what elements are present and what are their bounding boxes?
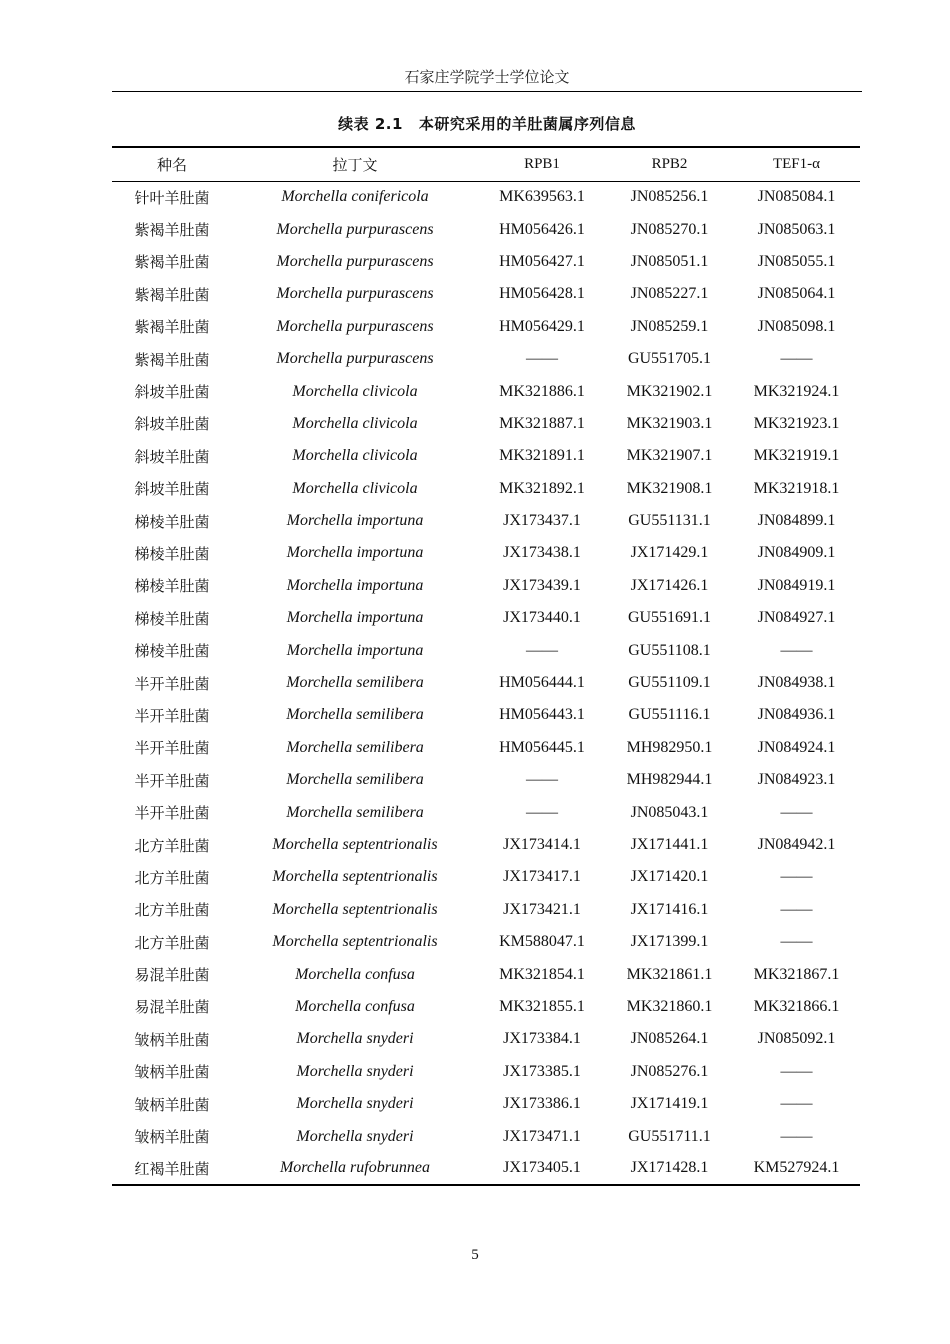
rpb1-cell: MK321891.1 xyxy=(499,447,585,465)
latin-name-cell: Morchella confusa xyxy=(295,997,415,1015)
latin-name-cell: Morchella snyderi xyxy=(296,1030,414,1048)
latin-name-cell: Morchella purpurascens xyxy=(276,350,434,368)
tef1-cell: —— xyxy=(780,1127,813,1145)
table-row xyxy=(112,602,860,634)
table-body xyxy=(112,181,860,1185)
rpb2-cell: JX171420.1 xyxy=(630,868,709,886)
tef1-cell: —— xyxy=(780,803,813,821)
rpb2-cell: JN085051.1 xyxy=(630,252,709,270)
latin-name-cell: Morchella purpurascens xyxy=(276,285,434,303)
rpb1-cell: HM056429.1 xyxy=(499,317,585,335)
table-row xyxy=(112,699,860,731)
species-cell: 易混羊肚菌 xyxy=(134,998,210,1017)
tef1-cell: —— xyxy=(780,1095,813,1113)
rpb1-cell: JX173439.1 xyxy=(503,576,581,594)
table-row xyxy=(112,1120,860,1152)
tef1-cell: JN084919.1 xyxy=(757,576,836,594)
table-row xyxy=(112,278,860,310)
latin-name-cell: Morchella confusa xyxy=(295,965,415,983)
rpb1-cell: HM056445.1 xyxy=(499,738,585,756)
species-cell: 北方羊肚菌 xyxy=(134,933,210,952)
species-cell: 半开羊肚菌 xyxy=(134,771,210,790)
tef1-cell: —— xyxy=(780,900,813,918)
rpb2-cell: GU551116.1 xyxy=(628,706,711,724)
latin-name-cell: Morchella semilibera xyxy=(286,771,424,789)
rpb2-cell: MK321907.1 xyxy=(626,447,713,465)
table-row xyxy=(112,634,860,666)
tef1-cell: MK321867.1 xyxy=(753,965,840,983)
rpb1-cell: MK321887.1 xyxy=(499,414,585,432)
table-row xyxy=(112,667,860,699)
latin-name-cell: Morchella semilibera xyxy=(286,674,424,692)
rpb2-cell: JN085256.1 xyxy=(630,188,709,206)
rpb1-cell: HM056427.1 xyxy=(499,252,585,270)
rpb2-cell: GU551705.1 xyxy=(627,350,712,368)
table-row xyxy=(112,894,860,926)
latin-name-cell: Morchella snyderi xyxy=(296,1095,414,1113)
table-row xyxy=(112,505,860,537)
species-cell: 梯棱羊肚菌 xyxy=(134,642,210,661)
species-cell: 半开羊肚菌 xyxy=(134,674,210,693)
latin-name-cell: Morchella importuna xyxy=(286,609,424,627)
rpb2-cell: GU551108.1 xyxy=(628,641,711,659)
table-row xyxy=(112,926,860,958)
rpb1-cell: MK321886.1 xyxy=(499,382,585,400)
rpb1-cell: HM056443.1 xyxy=(499,706,585,724)
rpb2-cell: JN085276.1 xyxy=(630,1062,709,1080)
tef1-cell: MK321923.1 xyxy=(753,414,840,432)
rpb1-cell: —— xyxy=(526,771,558,789)
species-cell: 紫褐羊肚菌 xyxy=(134,318,210,337)
species-cell: 紫褐羊肚菌 xyxy=(134,350,210,369)
header-rule xyxy=(112,91,862,92)
rpb1-cell: JX173417.1 xyxy=(503,868,581,886)
species-cell: 紫褐羊肚菌 xyxy=(134,285,210,304)
rpb1-cell: JX173384.1 xyxy=(503,1030,581,1048)
tef1-cell: JN085063.1 xyxy=(757,220,836,238)
rpb2-cell: MK321908.1 xyxy=(626,479,713,497)
table-row xyxy=(112,181,860,213)
rpb1-cell: JX173385.1 xyxy=(503,1062,581,1080)
running-header: 石家庄学院学士学位论文 xyxy=(404,68,570,86)
rpb1-cell: —— xyxy=(526,350,558,368)
species-cell: 北方羊肚菌 xyxy=(134,868,210,887)
rpb1-cell: JX173471.1 xyxy=(503,1127,581,1145)
latin-name-cell: Morchella semilibera xyxy=(286,706,424,724)
rpb2-cell: GU551109.1 xyxy=(628,674,711,692)
rpb1-cell: MK321854.1 xyxy=(499,965,585,983)
species-cell: 皱柄羊肚菌 xyxy=(134,1128,210,1147)
rpb2-cell: JN085227.1 xyxy=(630,285,709,303)
species-cell: 梯棱羊肚菌 xyxy=(134,609,210,628)
tef1-cell: JN084942.1 xyxy=(757,836,836,853)
table-row xyxy=(112,1153,860,1185)
rpb2-cell: JN085259.1 xyxy=(630,317,709,335)
rpb1-cell: HM056444.1 xyxy=(499,674,585,692)
table-row xyxy=(112,1023,860,1055)
table-title: 本研究采用的羊肚菌属序列信息 xyxy=(418,115,636,133)
rpb1-cell: HM056428.1 xyxy=(499,285,585,303)
rpb1-cell: MK321892.1 xyxy=(499,479,585,497)
species-cell: 针叶羊肚菌 xyxy=(134,188,210,207)
table-row xyxy=(112,1056,860,1088)
rpb2-cell: JX171419.1 xyxy=(630,1095,709,1113)
species-cell: 斜坡羊肚菌 xyxy=(134,480,210,499)
species-cell: 紫褐羊肚菌 xyxy=(134,253,210,272)
tef1-cell: —— xyxy=(780,868,813,886)
tef1-cell: JN085092.1 xyxy=(757,1030,836,1048)
rpb1-cell: —— xyxy=(526,641,558,659)
col-header-rpb2: RPB2 xyxy=(606,147,733,181)
species-cell: 半开羊肚菌 xyxy=(134,804,210,823)
rpb2-cell: GU551131.1 xyxy=(628,512,711,530)
species-cell: 梯棱羊肚菌 xyxy=(134,512,210,531)
latin-name-cell: Morchella clivicola xyxy=(292,447,418,465)
species-cell: 斜坡羊肚菌 xyxy=(134,383,210,402)
tef1-cell: —— xyxy=(780,933,813,951)
rpb2-cell: JX171441.1 xyxy=(630,836,709,853)
tef1-cell: JN085084.1 xyxy=(757,188,836,206)
latin-name-cell: Morchella rufobrunnea xyxy=(232,1153,478,1185)
rpb2-cell: MK321860.1 xyxy=(626,997,713,1015)
table-row xyxy=(112,213,860,245)
latin-name-cell: Morchella importuna xyxy=(286,641,424,659)
latin-name-cell: Morchella importuna xyxy=(286,576,424,594)
latin-name-cell: Morchella clivicola xyxy=(292,382,418,400)
rpb2-cell: JN085264.1 xyxy=(630,1030,709,1048)
table-row xyxy=(112,408,860,440)
rpb1-cell: HM056426.1 xyxy=(499,220,585,238)
latin-name-cell: Morchella septentrionalis xyxy=(272,933,438,951)
tef1-cell: JN085055.1 xyxy=(757,252,836,270)
tef1-cell: JN084938.1 xyxy=(757,674,836,692)
latin-name-cell: Morchella importuna xyxy=(286,512,424,530)
rpb2-cell: JX171416.1 xyxy=(630,900,709,918)
latin-name-cell: Morchella semilibera xyxy=(286,738,424,756)
rpb1-cell: JX173440.1 xyxy=(503,609,581,627)
rpb2-cell: MK321902.1 xyxy=(626,382,713,400)
tef1-cell: JN085098.1 xyxy=(757,317,836,335)
latin-name-cell: Morchella septentrionalis xyxy=(272,868,438,886)
table-row xyxy=(112,537,860,569)
species-cell: 梯棱羊肚菌 xyxy=(134,544,210,563)
rpb2-cell: GU551711.1 xyxy=(628,1127,711,1145)
latin-name-cell: Morchella snyderi xyxy=(296,1062,414,1080)
species-cell: 红褐羊肚菌 xyxy=(112,1153,232,1185)
tef1-cell: JN084936.1 xyxy=(757,706,836,724)
tef1-cell: JN084909.1 xyxy=(757,544,836,562)
latin-name-cell: Morchella septentrionalis xyxy=(272,900,438,918)
rpb1-cell: MK639563.1 xyxy=(499,188,585,206)
table-row xyxy=(112,829,860,861)
rpb2-cell: JX171428.1 xyxy=(606,1153,733,1185)
table-row xyxy=(112,861,860,893)
latin-name-cell: Morchella clivicola xyxy=(292,414,418,432)
species-cell: 紫褐羊肚菌 xyxy=(134,221,210,240)
rpb2-cell: JN085043.1 xyxy=(630,803,709,821)
rpb2-cell: MH982950.1 xyxy=(626,738,713,756)
species-cell: 斜坡羊肚菌 xyxy=(134,447,210,466)
rpb1-cell: —— xyxy=(526,803,558,821)
tef1-cell: JN084899.1 xyxy=(757,512,836,530)
rpb1-cell: JX173437.1 xyxy=(503,512,581,530)
col-header-latin: 拉丁文 xyxy=(232,147,478,181)
tef1-cell: KM527924.1 xyxy=(733,1153,860,1185)
table-caption xyxy=(112,113,862,134)
rpb2-cell: JX171399.1 xyxy=(630,933,709,951)
col-header-rpb1: RPB1 xyxy=(478,147,606,181)
latin-name-cell: Morchella semilibera xyxy=(286,803,424,821)
table-row xyxy=(112,375,860,407)
tef1-cell: JN084924.1 xyxy=(757,738,836,756)
tef1-cell: MK321919.1 xyxy=(753,447,840,465)
species-cell: 斜坡羊肚菌 xyxy=(134,415,210,434)
tef1-cell: MK321924.1 xyxy=(753,382,840,400)
table-row xyxy=(112,764,860,796)
table-row xyxy=(112,246,860,278)
species-cell: 皱柄羊肚菌 xyxy=(134,1063,210,1082)
latin-name-cell: Morchella purpurascens xyxy=(276,220,434,238)
rpb1-cell: JX173386.1 xyxy=(503,1095,581,1113)
col-header-tef1: TEF1-α xyxy=(733,147,860,181)
tef1-cell: JN085064.1 xyxy=(757,285,836,303)
rpb2-cell: JX171426.1 xyxy=(630,576,709,594)
species-cell: 梯棱羊肚菌 xyxy=(134,577,210,596)
tef1-cell: MK321866.1 xyxy=(753,997,840,1015)
rpb1-cell: JX173405.1 xyxy=(478,1153,606,1185)
rpb2-cell: MK321861.1 xyxy=(626,965,713,983)
table-header-row xyxy=(112,147,860,181)
rpb1-cell: JX173421.1 xyxy=(503,900,581,918)
table-row xyxy=(112,570,860,602)
page-number: 5 xyxy=(471,1247,479,1263)
rpb1-cell: KM588047.1 xyxy=(499,933,585,951)
species-cell: 皱柄羊肚菌 xyxy=(134,1030,210,1049)
species-cell: 北方羊肚菌 xyxy=(134,836,210,855)
table-row xyxy=(112,473,860,505)
rpb2-cell: JX171429.1 xyxy=(630,544,709,562)
rpb2-cell: JN085270.1 xyxy=(630,220,709,238)
latin-name-cell: Morchella conifericola xyxy=(281,188,429,206)
col-header-species: 种名 xyxy=(112,147,232,181)
tef1-cell: —— xyxy=(780,641,813,659)
species-cell: 半开羊肚菌 xyxy=(134,706,210,725)
latin-name-cell: Morchella purpurascens xyxy=(276,317,434,335)
table-row xyxy=(112,1088,860,1120)
rpb2-cell: MK321903.1 xyxy=(626,414,713,432)
latin-name-cell: Morchella snyderi xyxy=(296,1127,414,1145)
table-row xyxy=(112,991,860,1023)
table-row xyxy=(112,343,860,375)
table-row xyxy=(112,311,860,343)
table-number: 续表 2.1 xyxy=(338,115,403,133)
tef1-cell: —— xyxy=(780,350,813,368)
species-cell: 皱柄羊肚菌 xyxy=(134,1095,210,1114)
latin-name-cell: Morchella importuna xyxy=(286,544,424,562)
table-row xyxy=(112,796,860,828)
table-row xyxy=(112,440,860,472)
rpb1-cell: JX173438.1 xyxy=(503,544,581,562)
tef1-cell: JN084927.1 xyxy=(757,609,836,627)
sequence-table xyxy=(112,146,860,1186)
species-cell: 半开羊肚菌 xyxy=(134,739,210,758)
tef1-cell: MK321918.1 xyxy=(753,479,840,497)
species-cell: 易混羊肚菌 xyxy=(134,966,210,985)
latin-name-cell: Morchella septentrionalis xyxy=(272,836,438,853)
latin-name-cell: Morchella purpurascens xyxy=(276,252,434,270)
rpb2-cell: MH982944.1 xyxy=(626,771,713,789)
tef1-cell: —— xyxy=(780,1062,813,1080)
rpb1-cell: MK321855.1 xyxy=(499,997,585,1015)
table-row xyxy=(112,732,860,764)
rpb1-cell: JX173414.1 xyxy=(503,836,581,853)
latin-name-cell: Morchella clivicola xyxy=(292,479,418,497)
tef1-cell: JN084923.1 xyxy=(757,771,836,789)
table-row xyxy=(112,958,860,990)
rpb2-cell: GU551691.1 xyxy=(627,609,712,627)
species-cell: 北方羊肚菌 xyxy=(134,901,210,920)
